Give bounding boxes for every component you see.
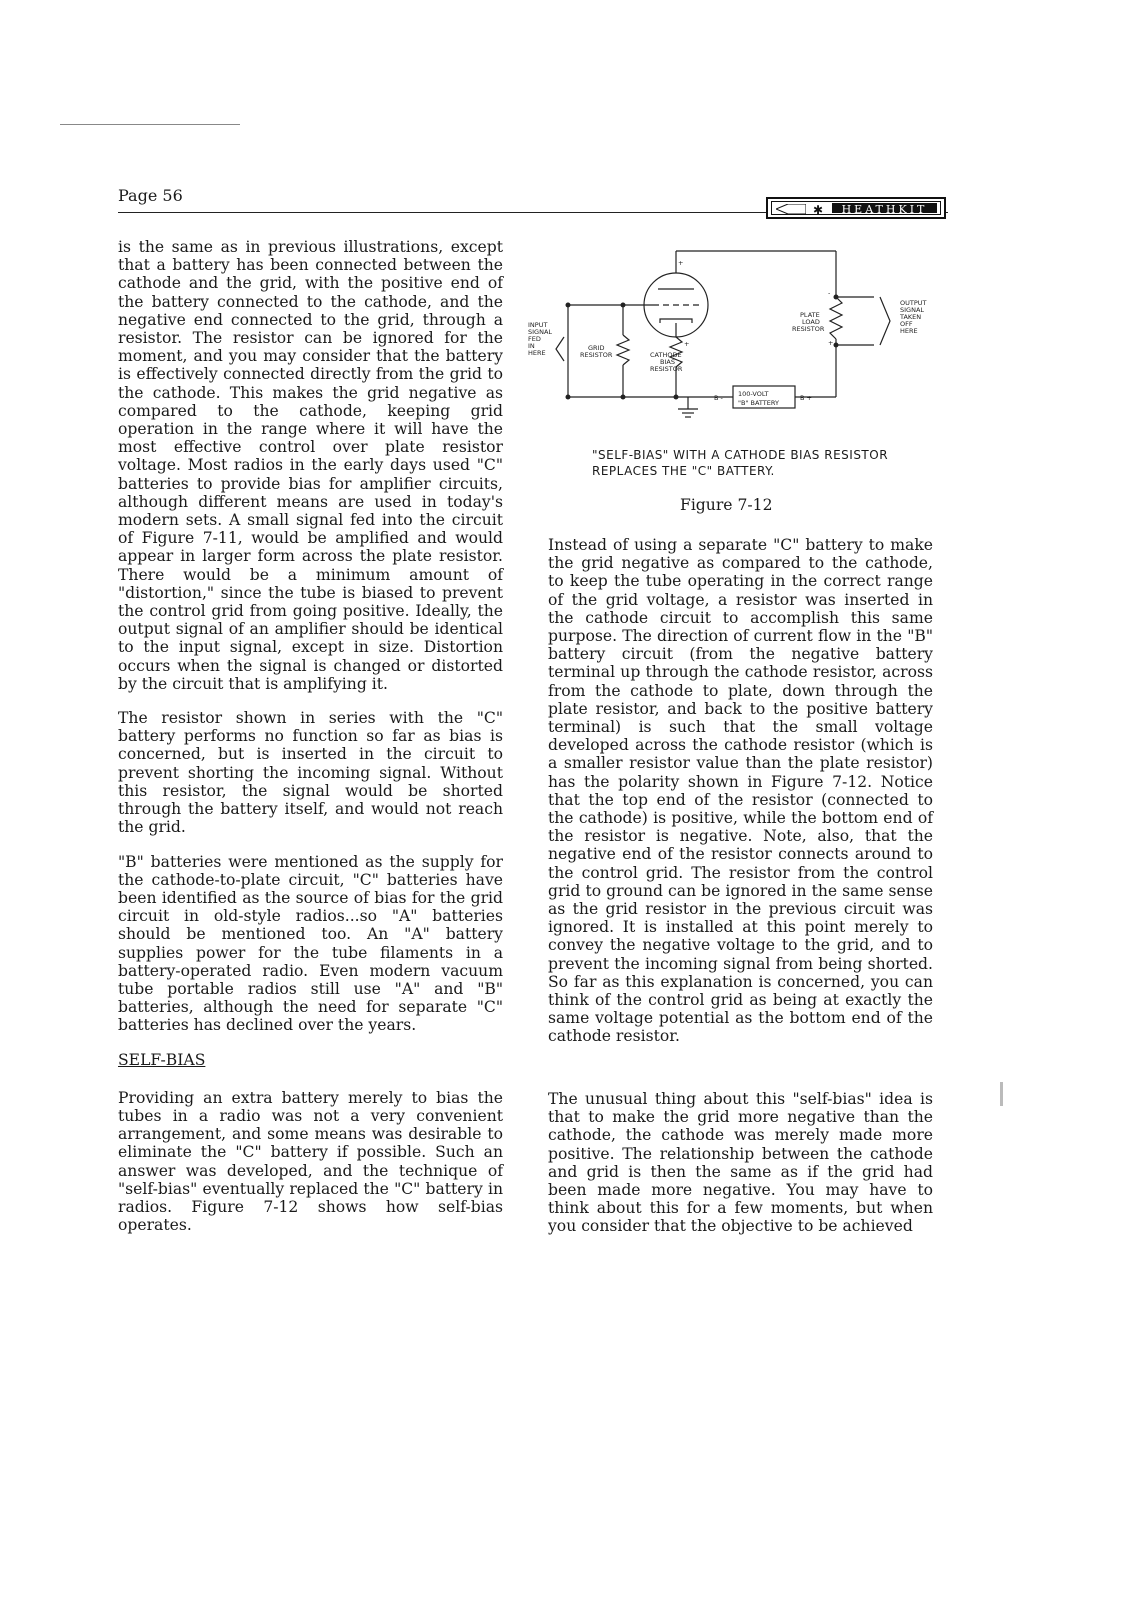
self-bias-circuit-diagram (528, 245, 968, 425)
output-label-3: TAKEN (900, 313, 922, 321)
input-label-1: INPUT (528, 321, 548, 329)
input-label-3: FED (528, 335, 541, 343)
tube-plus-label: + (678, 259, 684, 267)
grid-resistor-label-2: RESISTOR (580, 351, 613, 359)
right-paragraph-1: Instead of using a separate "C" battery to make the grid negative as compared to the cathode, to keep the tube operating in the correct range of the grid voltage, a resistor was inserted in the cathode circuit to accomplish this same purpose. The direction of current flow in the "B" battery circuit (from the negative battery terminal up through the cathode resistor, across from the cathode to plate, down through the plate resistor, and back to the positive battery terminal) is such that the small voltage developed across the cathode resistor (which is a smaller resistor value than the plate resistor) has the polarity shown in Figure 7-12. Notice that the top end of the resistor (connected to the cathode) is positive, while the bottom end of the resistor is negative. Note, also, that the negative end of the resistor connects around to the control grid. The resistor from the control grid to ground can be ignored in the same sense as the grid resistor in the previous circuit was ignored. It is installed at this point merely to convey the negative voltage to the grid, and to prevent the incoming signal from being shorted. So far as this explanation is concerned, you can think of the control grid as being at exactly the same voltage potential as the bottom end of the cathode resistor. (548, 536, 933, 1046)
plate-resistor-label-2: LOAD (802, 318, 820, 326)
logo-arrow-icon (776, 204, 806, 214)
input-label-2: SIGNAL (528, 328, 553, 336)
page-number: Page 56 (118, 186, 183, 205)
top-scan-line (60, 124, 240, 125)
figure-caption: "SELF-BIAS" WITH A CATHODE BIAS RESISTOR REPLACES THE "C" BATTERY. (592, 448, 889, 478)
logo-star-icon: ✱ (812, 203, 824, 217)
plate-resistor-label-3: RESISTOR (792, 325, 825, 333)
left-paragraph-2: The resistor shown in series with the "C" battery performs no function so far as bias is concerned, but is inserted in the circuit to prevent shorting the incoming signal. Without this resistor, the signal would be shorted through the battery itself, and would not reach the grid. (118, 709, 503, 837)
right-column (548, 536, 933, 1062)
left-paragraph-1: is the same as in previous illustrations, except that a battery has been connected between the cathode and the grid, with the positive end of the battery connected to the cathode, and the negative end connected to the grid, through a resistor. The resistor can be ignored for the moment, and you may consider that the battery is effectively connected directly from the grid to the cathode. This makes the grid negative as compared to the cathode, keeping grid operation in the range where it will have the most effective control over plate resistor voltage. Most radios in the early days used "C" batteries to provide bias for amplifier circuits, although different means are used in today's modern sets. A small signal fed into the circuit of Figure 7-11, would be amplified and would appear in larger form across the plate resistor. There would be a minimum amount of "distortion," since the tube is biased to prevent the control grid from going positive. Ideally, the output signal of an amplifier should be identical to the input signal, except in size. Distortion occurs when the signal is changed or distorted by the circuit that is amplifying it. (118, 238, 503, 693)
input-label-4: IN (528, 342, 535, 350)
cathode-plus-label: + (684, 340, 690, 348)
tube-cathode (660, 319, 692, 323)
plate-resistor-label-1: PLATE (800, 311, 820, 319)
b-plus-label: B + (800, 394, 812, 402)
logo-text: HEATHKIT (832, 203, 937, 213)
grid-resistor (617, 335, 629, 365)
output-label-2: SIGNAL (900, 306, 925, 314)
plate-plus-label: + (828, 339, 834, 347)
grid-resistor-label-1: GRID (588, 344, 605, 352)
right-paragraph-2: The unusual thing about this "self-bias" idea is that to make the grid more negative than the cathode, the cathode was merely made more positive. The relationship between the cathode and grid is then the same as if the grid had been made more negative. You may have to think about this for a few moments, but when you consider that the objective to be achieved (548, 1090, 933, 1236)
output-label-4: OFF (900, 320, 913, 328)
left-paragraph-4: Providing an extra battery merely to bias the tubes in a radio was not a very convenient arrangement, and some means was desirable to eliminate the "C" battery if possible. Such an answer was developed, and the technique of "self-bias" eventually replaced the "C" battery in radios. Figure 7-12 shows how self-bias operates. (118, 1088, 503, 1235)
cathode-resistor-label-1: CATHODE (650, 351, 682, 359)
left-paragraph-3: "B" batteries were mentioned as the supply for the cathode-to-plate circuit, "C" batteries have been identified as the source of bias for the grid circuit in old-style radios...so "A" batteries should be mentioned too. An "A" battery supplies power for the tube filaments in a battery-operated radio. Even modern vacuum tube portable radios still use "A" and "B" batteries, although the need for separate "C" batteries has declined over the years. (118, 852, 503, 1035)
left-column (118, 238, 503, 1250)
cathode-resistor-label-2: BIAS (660, 358, 675, 366)
margin-mark (1000, 1082, 1003, 1106)
output-label-1: OUTPUT (900, 299, 927, 307)
b-minus-label: B - (714, 394, 723, 402)
figure-title: Figure 7-12 (680, 496, 773, 514)
heathkit-logo (766, 197, 946, 219)
battery-label-1: 100-VOLT (738, 390, 769, 398)
plate-minus-label: - (828, 289, 831, 297)
input-label-5: HERE (528, 349, 546, 357)
output-label-5: HERE (900, 327, 918, 335)
cathode-resistor-label-3: RESISTOR (650, 365, 683, 373)
section-heading: SELF-BIAS (118, 1050, 206, 1069)
battery-label-2: "B" BATTERY (738, 399, 779, 407)
plate-load-resistor (830, 297, 842, 339)
